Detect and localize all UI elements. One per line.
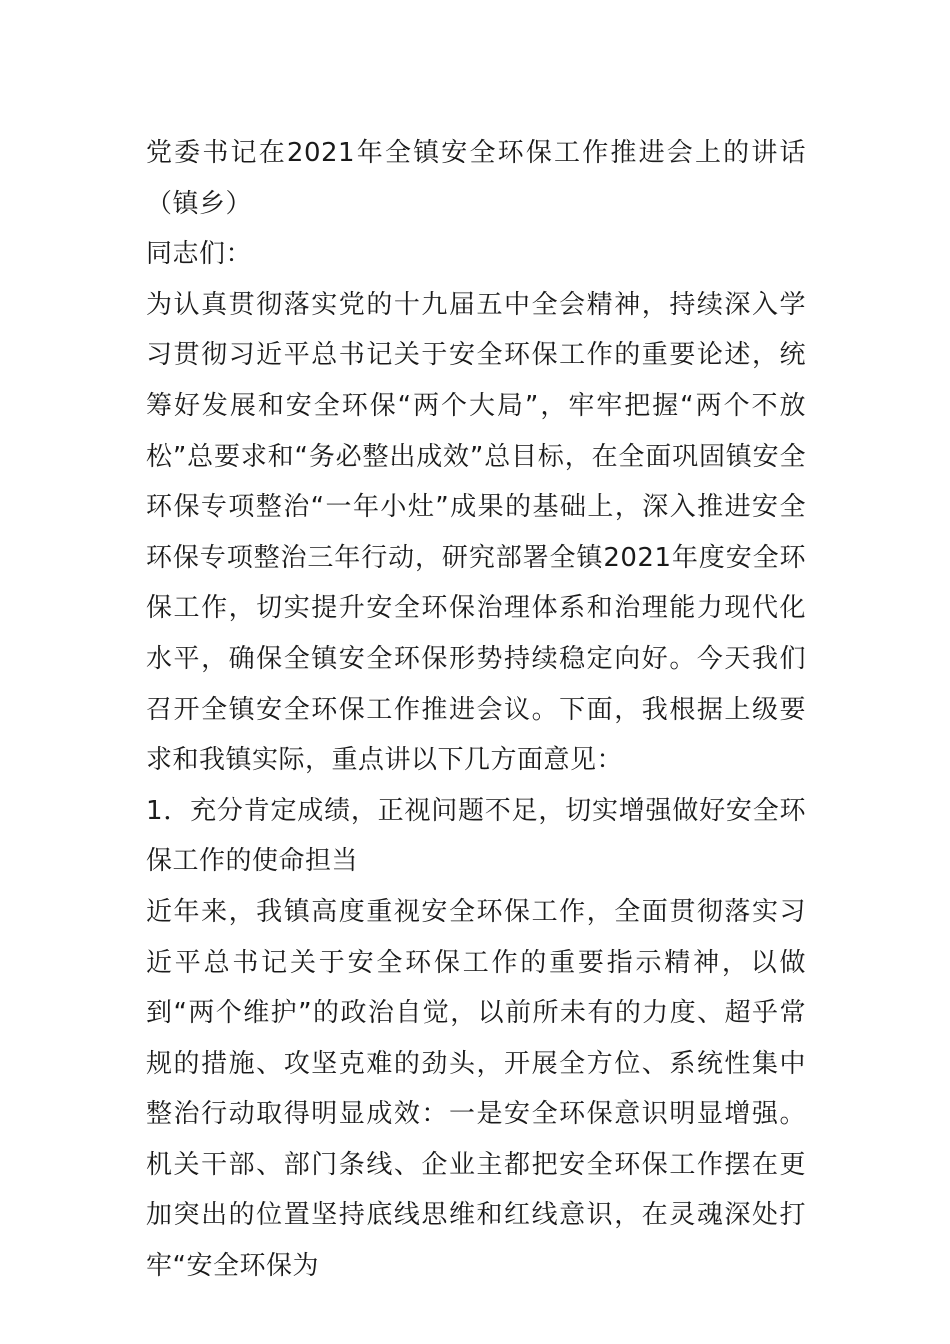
document-title: 党委书记在2021年全镇安全环保工作推进会上的讲话（镇乡） <box>146 138 806 219</box>
paragraph-intro: 为认真贯彻落实党的十九届五中全会精神，持续深入学习贯彻习近平总书记关于安全环保工作的重要论述，统筹好发展和安全环保“两个大局”，牢牢把握“两个不放松”总要求和“务必整出成效”总目标，在全面巩固镇安全环保专项整治“一年小灶”成果的基础上，深入推进安全环保专项整治三年行动，研究部署全镇2021年度安全环保工作，切实提升安全环保治理体系和治理能力现代化水平，确保全镇安全环保形势持续稳定向好。今天我们召开全镇安全环保工作推进会议。下面，我根据上级要求和我镇实际，重点讲以下几方面意见： <box>146 289 806 776</box>
salutation: 同志们： <box>146 239 253 270</box>
paragraph-achievements: 近年来，我镇高度重视安全环保工作，全面贯彻落实习近平总书记关于安全环保工作的重要指示精神，以做到“两个维护”的政治自觉，以前所未有的力度、超乎常规的措施、攻坚克难的劲头，开展全方位、系统性集中整治行动取得明显成效：一是安全环保意识明显增强。机关干部、部门条线、企业主都把安全环保工作摆在更加突出的位置坚持底线思维和红线意识，在灵魂深处打牢“安全环保为 <box>146 896 806 1282</box>
section-heading-1: 1．充分肯定成绩，正视问题不足，切实增强做好安全环保工作的使命担当 <box>146 795 806 877</box>
document-body <box>146 128 806 1292</box>
